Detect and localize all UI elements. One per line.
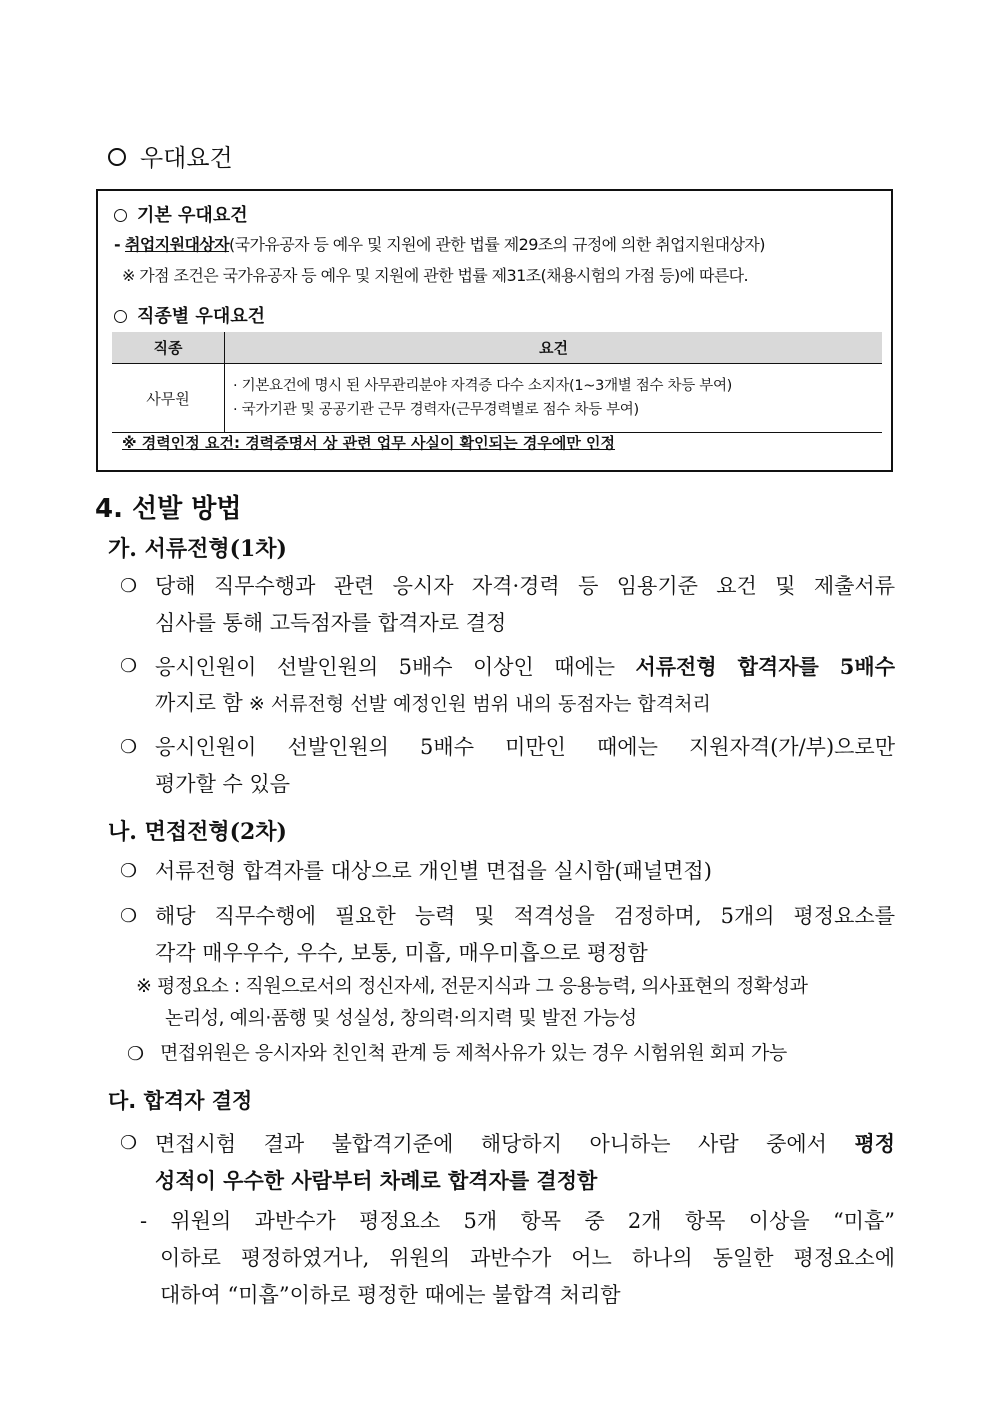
- evaluation-note-line1: ※ 평정요소 : 직원으로서의 정신자세, 전문지식과 그 응용능력, 의사표현의 정확성과: [136, 975, 808, 997]
- document-item-3-line1: 응시인원이 선발인원의 5배수 미만인 때에는 지원자격(가/부)으로만: [155, 735, 895, 759]
- job-preference-table: [112, 332, 882, 433]
- table-cell-requirements: [225, 364, 883, 433]
- preference-box: [96, 189, 893, 472]
- table-header-job: 직종: [112, 332, 225, 364]
- document-item-2-line1: 응시인원이 선발인원의 5배수 이상인 때에는 서류전형 합격자를 5배수: [155, 654, 895, 679]
- interview-item-2-line2: 각각 매우우수, 우수, 보통, 미흡, 매우미흡으로 평정함: [155, 941, 648, 965]
- circle-bullet-icon: [114, 209, 127, 222]
- basic-preference-heading: 기본 우대요건: [114, 201, 248, 227]
- circle-bullet-icon: ❍: [120, 905, 138, 927]
- basic-preference-item: - 취업지원대상자(국가유공자 등 예우 및 지원에 관한 법률 제29조의 규정에 의한 취업지원대상자): [114, 235, 765, 254]
- decision-dash-line2: 이하로 평정하였거나, 위원의 과반수가 어느 하나의 동일한 평정요소에: [160, 1246, 895, 1270]
- interview-item-2-line1: 해당 직무수행에 필요한 능력 및 적격성을 검정하며, 5개의 평정요소를: [155, 904, 895, 928]
- decision-dash-line3: 대하여 “미흡”이하로 평정한 때에는 불합격 처리함: [160, 1283, 621, 1307]
- requirement-item: · 기본요건에 명시 된 사무관리분야 자격증 다수 소지자(1~3개별 점수 차등 부여): [233, 378, 733, 394]
- document-item-3-line2: 평가할 수 있음: [155, 772, 291, 796]
- circle-bullet-icon: ❍: [120, 860, 138, 882]
- interview-item-1: 서류전형 합격자를 대상으로 개인별 면접을 실시함(패널면접): [155, 859, 712, 883]
- document-item-1-line2: 심사를 통해 고득점자를 합격자로 결정: [155, 611, 507, 635]
- table-cell-job: 사무원: [112, 364, 225, 433]
- job-preference-heading: 직종별 우대요건: [114, 302, 265, 328]
- circle-bullet-icon: ❍: [120, 575, 138, 597]
- document-item-2-line2: 까지로 함 ※ 서류전형 선발 예정인원 범위 내의 동점자는 합격처리: [155, 691, 711, 715]
- requirement-item: · 국가기관 및 공공기관 근무 경력자(근무경력별로 점수 차등 부여): [233, 402, 639, 418]
- decision-heading: 다. 합격자 결정: [108, 1089, 253, 1113]
- circle-bullet-icon: [108, 148, 126, 166]
- document-item-1-line1: 당해 직무수행과 관련 응시자 자격·경력 등 임용기준 요건 및 제출서류: [155, 574, 895, 598]
- table-row: [112, 364, 882, 433]
- evaluation-note-line2: 논리성, 예의·품행 및 성실성, 창의력·의지력 및 발전 가능성: [165, 1007, 637, 1029]
- circle-bullet-icon: ❍: [120, 736, 138, 758]
- document-stage-heading: 가. 서류전형(1차): [108, 536, 287, 562]
- selection-title: 4. 선발 방법: [95, 494, 242, 524]
- circle-bullet-icon: ❍: [127, 1043, 145, 1065]
- circle-bullet-icon: [114, 310, 127, 323]
- decision-item-line1: 면접시험 결과 불합격기준에 해당하지 아니하는 사람 중에서 평정: [155, 1131, 896, 1156]
- interview-stage-heading: 나. 면접전형(2차): [108, 819, 287, 845]
- table-header-row: [112, 332, 882, 364]
- career-note: ※ 경력인정 요건: 경력증명서 상 관련 업무 사실이 확인되는 경우에만 인정: [122, 434, 616, 452]
- table-header-requirement: 요건: [225, 332, 883, 364]
- preference-title: 우대요건: [108, 138, 233, 173]
- circle-bullet-icon: ❍: [120, 1132, 138, 1154]
- decision-item-line2: 성적이 우수한 사람부터 차례로 합격자를 결정함: [155, 1168, 598, 1193]
- circle-bullet-icon: ❍: [120, 655, 138, 677]
- interview-item-3: 면접위원은 응시자와 친인척 관계 등 제척사유가 있는 경우 시험위원 회피 가능: [160, 1042, 787, 1064]
- decision-dash-line1: - 위원의 과반수가 평정요소 5개 항목 중 2개 항목 이상을 “미흡”: [140, 1209, 895, 1233]
- basic-preference-note: ※ 가점 조건은 국가유공자 등 예우 및 지원에 관한 법률 제31조(채용시험의 가점 등)에 따른다.: [122, 266, 749, 285]
